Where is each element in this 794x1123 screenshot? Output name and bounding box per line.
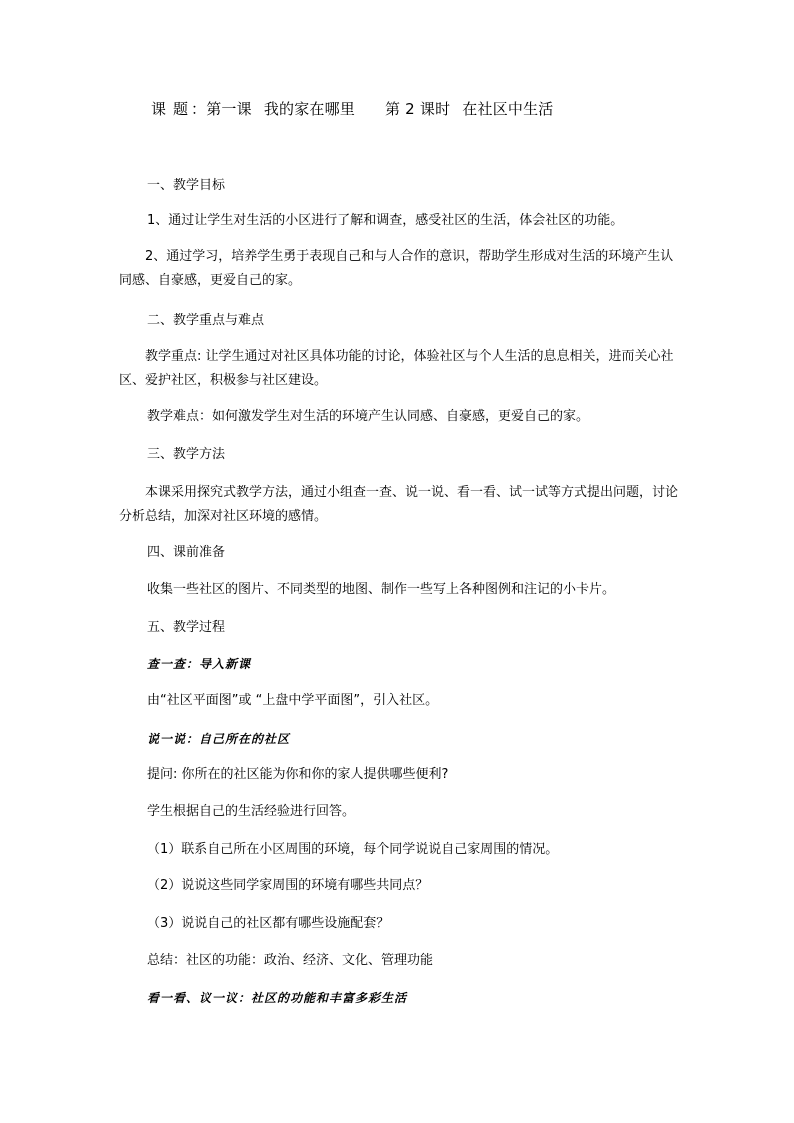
section-heading-methods: 三、教学方法 [147,447,226,462]
title-period: 第 2 课时 [385,100,451,118]
objective-2: 2、通过学习，培养学生勇于表现自己和与人合作的意识，帮助学生形成对生活的环境产生认同感、自豪感，更爱自己的家。 [119,249,674,288]
section-heading-objectives: 一、教学目标 [147,178,226,193]
title-colon: ： [191,100,207,118]
methods-paragraph: 本课采用探究式教学方法，通过小组查一查、说一说、看一看、试一试等方式提出问题，讨论分析总结，加深对社区环境的感情。 [119,485,679,524]
preparation-paragraph: 收集一些社区的图片、不同类型的地图、制作一些写上各种图例和注记的小卡片。 [147,582,616,597]
title-label-ti: 题 [173,100,189,118]
step-heading-check: 查一查：导入新课 [147,657,252,671]
key-point-paragraph: 教学重点: 让学生通过对社区具体功能的讨论，体验社区与个人生活的息息相关，进而关心社区、爱护社区，积极参与社区建设。 [119,349,674,388]
title-label-ke: 课 [151,100,167,118]
difficulty-paragraph: 教学难点：如何激发学生对生活的环境产生认同感、自豪感，更爱自己的家。 [147,409,590,424]
step-talk-answer: 学生根据自己的生活经验进行回答。 [147,804,356,819]
objective-1: 1、通过让学生对生活的小区进行了解和调查，感受社区的生活，体会社区的功能。 [147,213,624,228]
step-talk-item-3: （3）说说自己的社区都有哪些设施配套？ [147,916,390,931]
title-lesson: 第一课 [206,100,252,118]
section-heading-key-points: 二、教学重点与难点 [147,313,265,328]
step-talk-item-1: （1）联系自己所在小区周围的环境，每个同学说说自己家周围的情况。 [147,842,559,857]
step-heading-talk: 说一说：自己所在的社区 [147,732,291,746]
title-lesson-name: 我的家在哪里 [263,100,356,118]
lesson-title [151,99,554,119]
step-talk-question: 提问: 你所在的社区能为你和你的家人提供哪些便利? [147,767,449,782]
step-check-paragraph: 由“社区平面图”或 “上盘中学平面图”，引入社区。 [147,693,439,708]
section-heading-process: 五、教学过程 [147,620,226,635]
step-heading-look-discuss: 看一看、议一议：社区的功能和丰富多彩生活 [147,991,408,1005]
title-period-name: 在社区中生活 [462,100,554,118]
step-talk-item-2: （2）说说这些同学家周围的环境有哪些共同点？ [147,878,429,893]
step-talk-summary: 总结：社区的功能：政治、经济、文化、管理功能 [147,953,434,968]
section-heading-preparation: 四、课前准备 [147,545,226,560]
